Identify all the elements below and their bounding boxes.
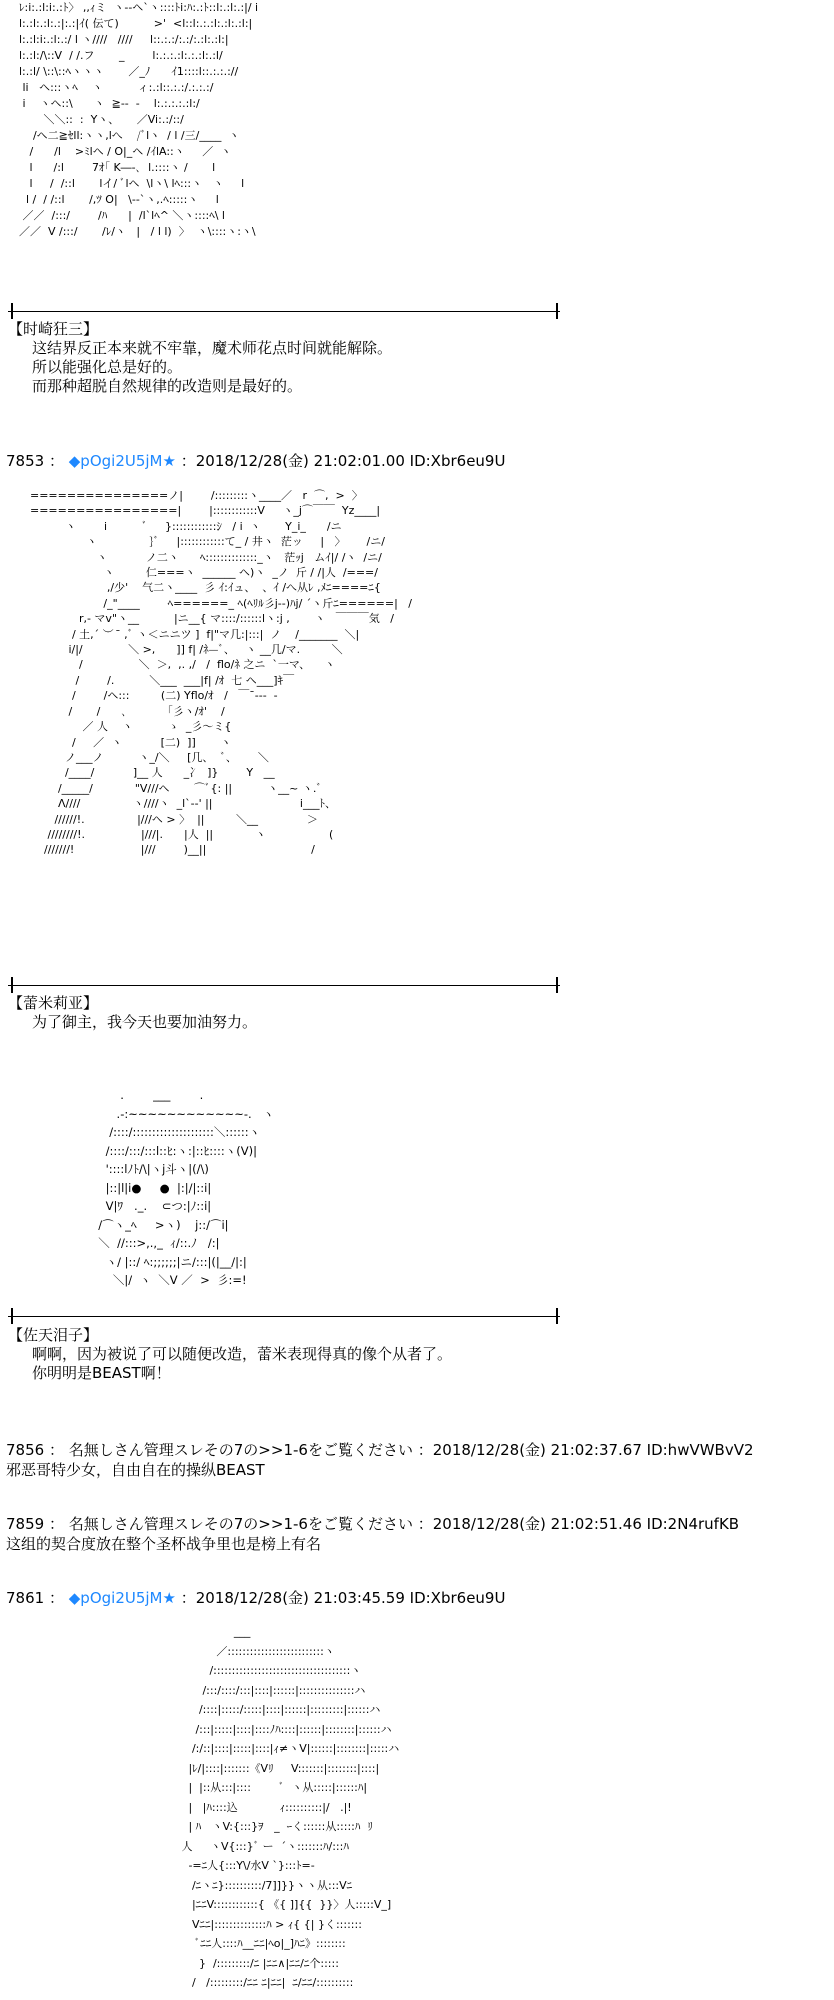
post-meta: ：2018/12/28(金) 21:02:51.46 ID:2N4rufKB (417, 1515, 740, 1533)
post-number[interactable]: 7861 (6, 1589, 45, 1607)
dialogue-line: 你明明是BEAST啊！ (32, 1364, 171, 1382)
divider-rule (8, 311, 560, 312)
post-header (6, 452, 505, 471)
post-header (6, 1589, 505, 1608)
ascii-art-saten: . ___ . .-:~~~~~~~~~~~~-. ヽ /::::/:::::::::::::::::::::＼::::::ヽ /::::/:::/:::l::ﾋ:ヽ:|::ﾋ::::ヽ(V)| '::::lﾉﾄ/\|ヽj斗ヽ|(/\) |::|l|i● ● |:|/|::i| V|ﾜ ._. ⊂つ:|ﾉ::i| /⌒ヽ_ﾍ >ヽ) j::/⌒i| ＼ //:::>,.,_ ｨ/::.ﾉ /:| ヽ/ |::/ ﾍ:;;;;;;|ニ/:::|(|__/|:| ＼|/ ヽ ＼V ／ > 彡:=! (98, 1088, 275, 1287)
poster-name: 名無しさん管理スレその7の>>1-6をご覧ください (68, 1441, 413, 1459)
dialogue-line: 所以能强化总是好的。 (32, 358, 183, 376)
post-body: 这组的契合度放在整个圣杯战争里也是榜上有名 (6, 1535, 322, 1553)
divider-rule (8, 985, 560, 986)
post-separator: ： (48, 1441, 64, 1459)
divider-rule (8, 1316, 560, 1317)
post-header (6, 1515, 739, 1534)
post-meta: ：2018/12/28(金) 21:02:37.67 ID:hwVWBvV2 (417, 1441, 754, 1459)
poster-trip[interactable]: ◆pOgi2U5jM★ (68, 452, 176, 470)
dialogue-line: 这结界反正本来就不牢靠，魔术师花点时间就能解除。 (32, 339, 393, 357)
dialogue-block (8, 994, 257, 1032)
ascii-art-character: ___ ／::::::::::::::::::::::::::ヽ /:::::::::::::::::::::::::::::::::::::ヽ /:::/::::/:::|::::|::::::|:::::::::::::::ハ /::::|:::::/:::::|::::|::::::|:::::::::|::::::ハ /:::|:::::|::::|::::ﾉﾊ::::|::::::|::::::::|::::::ハ /:/::|::::|:::::|::::|ｨ≠ヽV|::::::|::::::::|:::::ハ |ﾚ/|::::|:::::::《Vﾘ V:::::::|::::::::|::::| | |::从:::|:::: ﾞ ヽ从:::::|::::::ﾊ| | |ﾊ::::込 ｨ::::::::::|/ .|! | ﾊ ヽV:{:::}ｦ _ ｰく::::::从:::::ﾊ ﾘ 人 ヽV{:::}ﾞ ー ´ヽ:::::::ﾊ/:::ﾊ -=ﾆ人{:::Y\/水V `}:::ﾄ=- /ﾆヽﾆ}::::::::::/7]]}}ヽヽ从:::Vﾆ |ﾆﾆV::::::::::::{ 《{ ]]{{ }}〉人:::::V_] Vﾆﾆ|::::::::::::::ﾊ > ｨ{ {| }く::::::: ﾞﾆﾆ人::::ﾊ__ﾆﾆ|ﾍo|_]ﾊﾆ》:::::::: } /:::::::::/ﾆ |ﾆﾆ∧|ﾆﾆ/ﾆ个::::: / /:::::::::/ﾆﾆ ﾆ|ﾆﾆ| ﾆ/ﾆﾆ/:::::::::: (181, 1625, 400, 1989)
speaker-name: 【蕾米莉亚】 (8, 994, 99, 1012)
dialogue-block (8, 1326, 452, 1383)
dialogue-line: 而那种超脱自然规律的改造则是最好的。 (32, 377, 303, 395)
dialogue-line: 为了御主，我今天也要加油努力。 (32, 1013, 258, 1031)
post-number[interactable]: 7856 (6, 1441, 45, 1459)
post-separator: ： (48, 1515, 64, 1533)
dialogue-block (8, 320, 392, 396)
dialogue-line: 啊啊，因为被说了可以随便改造，蕾米表现得真的像个从者了。 (32, 1345, 453, 1363)
post-separator: ： (48, 1589, 64, 1607)
divider-right-tick (556, 1308, 558, 1324)
post-number[interactable]: 7853 (6, 452, 45, 470)
poster-trip[interactable]: ◆pOgi2U5jM★ (68, 1589, 176, 1607)
post-meta: ：2018/12/28(金) 21:02:01.00 ID:Xbr6eu9U (180, 452, 506, 470)
ascii-art-kurumi: ﾚ:i:.:l:i:.:ﾄ〉 ,,ｨミ ヽ--ヘ`ヽ::::ﾄi:ﾊ:.:ﾄ::l:.:l:.:|/ i l:.:l:.:l:.:|:.:|ｲ( 伝て) >' <l::l:.:.:l:.:l:.:l:| l:.:l:i:.:l:.:/ l ヽ//// //// l::.:.:/:.:/:.:l:.:l:| l:.:l:/\::V / /.フ _ l:.:.:.:l:.:.:l:.:l/ l:.:l/ \::\::ﾍヽヽヽ ／_ﾉ ｲ1::::l::.:.:.:// li ヘ:::ヽﾍ ヽ ィ:.:l::.:.:/.:.:.:/ i ヽヘ::\ ヽ ≧‐- - l:.:.:.:.:l:/ ＼＼:: : Yヽ、 ／Vi:.:/::/ /ヘ二≧ｾll:ヽヽ,lへ /ﾞlヽ / l /三/____ ヽ / /l >ﾐlヘ / O|_ヘ /ｲlA::ヽ ／ ヽ l /:l 7ｵ｢ K―‐､ l.::::ヽ / l l / /::l lイ/ ﾞlヘ \lヽ\ lﾍ:::ヽ ヽ l l / / /::l /,ﾂ O| \‐-`ヽ,.ﾍ:::::ヽ l ／／ /:::/ /ﾊ | /l`lﾍ^ ＼ヽ::::ﾍ\ l ／／ V /:::/ /ﾚ/ヽ | / l l) 〉 ヽ\::::ヽ:ヽ\ (18, 1, 259, 238)
speaker-name: 【佐天泪子】 (8, 1326, 99, 1344)
post-separator: ： (48, 452, 64, 470)
post-number[interactable]: 7859 (6, 1515, 45, 1533)
post-header (6, 1441, 754, 1460)
speaker-name: 【时崎狂三】 (8, 320, 99, 338)
divider-right-tick (556, 303, 558, 319)
poster-name: 名無しさん管理スレその7の>>1-6をご覧ください (68, 1515, 413, 1533)
divider-right-tick (556, 977, 558, 993)
ascii-art-remilia: ===============ノ| /:::::::::ヽ____／ r ⌒, > 〉 ================| |::::::::::::V ヽ_j⌒￣￣ Yz____| ヽ i ﾞ }::::::::::::ｼ / i ヽ Y_i_ /ニ ヽ }ﾞ |::::::::::::て_ / 井ヽ 茫ッ | 〉 /ニ/ ヽ ノ二ヽ ﾍ::::::::::::::_ヽ 茫ｯj ムｲ|/ /ヽ /ニ/ ヽ 仁===ヽ ______ ヘ)ヽ _ノ 斤 / /|人 /===/ ,/少' 气二ヽ____ 彡 ｲ:ｲュ、 、ｲ /へ从ﾚ ,ﾒﾆ====ﾆ{ /_"____ ﾍ======_ ﾍ(ﾍﾘﾙ彡j‐-)ﾊj/ ´ヽ斤ﾆ======| / r,- マv"ヽ__ |ニ__{ マ::::/::::::lヽ:j , ヽ ￣￣￣気 / / 土,´ ︶ ̄ ,ﾞ ヽ＜ニニツ ] f|"マ几:|:::| ノ /_______ ＼| i/|/ ＼ >, ]] f| /ﾈ—ﾞ、 ヽ __几/マ. ＼ / ＼ ＞, ,. ,/ / flo/ﾈ 之ニ `一マ、 ヽ / /. ＼___ ___|f| /ｵ 七 ヘ___]ｷ￣ / /ヘ::: (二) Yflo/ｵ / ￣¯‐‐‐ - / / ､ 「彡ヽ/ｵ' / ／ 人 ヽ ゝ _彡～ミ{ / ／ ヽ [二) ]] ヽ ノ___ノ ヽ_/＼ [几、 ﾞ、 ＼ /____/ ]__ 人 _冫 ]} Y __ /_____/ "V///ヘ ⌒ﾞ{: || ヽ__~ ヽ.ﾞ Λ//// ヽ////ヽ _l`--' || i___ﾄ、 //////!. |///ヘ > 〉 || ＼__ ＞ ////////!. |///|. |人 || ヽ ( ///////! |/// )__|| / (30, 489, 413, 857)
post-body: 邪恶哥特少女，自由自在的操纵BEAST (6, 1461, 265, 1479)
post-meta: ：2018/12/28(金) 21:03:45.59 ID:Xbr6eu9U (180, 1589, 506, 1607)
